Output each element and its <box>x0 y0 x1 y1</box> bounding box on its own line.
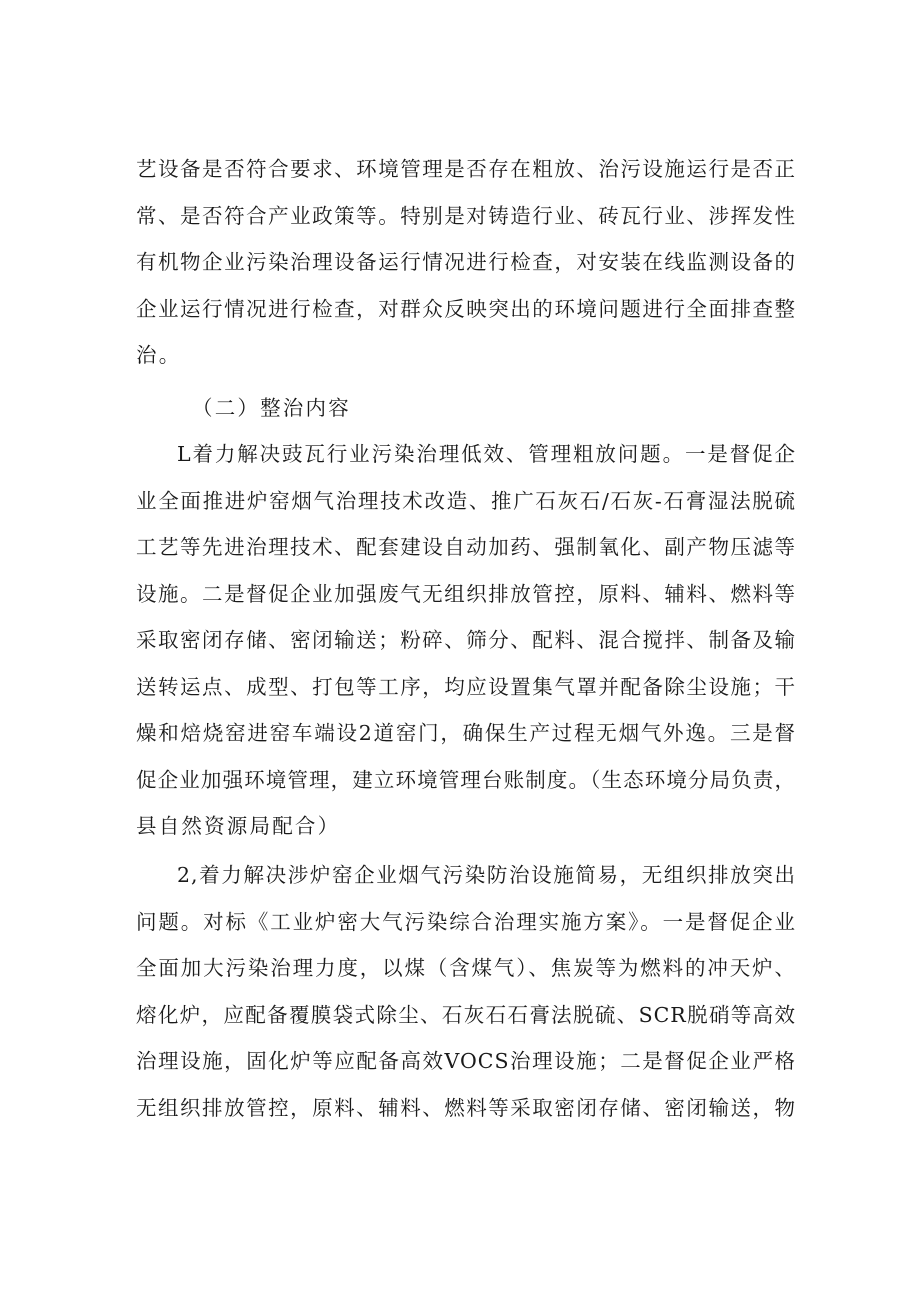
text-line: 采取密闭存储、密闭输送；粉碎、筛分、配料、混合搅拌、制备及输 <box>136 628 796 652</box>
section-heading: （二）整治内容 <box>192 396 351 420</box>
text-line: 县自然资源局配合） <box>136 814 341 838</box>
text-line: 促企业加强环境管理，建立环境管理台账制度。（生态环境分局负责， <box>136 767 796 792</box>
text-line: 设施。二是督促企业加强废气无组织排放管控，原料、辅料、燃料等 <box>136 581 796 606</box>
text-line: 2,着力解决涉炉窑企业烟气污染防治设施简易，无组织排放突出 <box>177 863 796 887</box>
text-line: 熔化炉，应配备覆膜袋式除尘、石灰石石膏法脱硫、SCR脱硝等高效 <box>136 1002 796 1027</box>
text-line: 治。 <box>136 343 182 367</box>
text-line: L着力解决豉瓦行业污染治理低效、管理粗放问题。一是督促企 <box>177 442 796 466</box>
text-line: 有机物企业污染治理设备运行情况进行检查，对安装在线监测设备的 <box>136 250 796 274</box>
text-line: 企业运行情况进行检查，对群众反映突出的环境问题进行全面排查整 <box>136 296 796 321</box>
section-heading-block <box>136 385 796 432</box>
text-line: 问题。对标《工业炉密大气污染综合治理实施方案》。一是督促企业 <box>136 909 796 934</box>
text-line: 全面加大污染治理力度，以煤（含煤气）、焦炭等为燃料的冲天炉、 <box>136 956 796 980</box>
text-line: 无组织排放管控，原料、辅料、燃料等采取密闭存储、密闭输送，物 <box>136 1095 796 1120</box>
paragraph-2 <box>136 852 796 1131</box>
text-line: 艺设备是否符合要求、环境管理是否存在粗放、治污设施运行是否正 <box>136 157 796 181</box>
text-line: 业全面推进炉窑烟气治理技术改造、推广石灰石/石灰-石膏湿法脱硫 <box>136 488 796 513</box>
text-line: 治理设施，固化炉等应配备高效VOCS治理设施；二是督促企业严格 <box>136 1049 796 1073</box>
text-line: 送转运点、成型、打包等工序，均应设置集气罩并配备除尘设施；干 <box>136 674 796 699</box>
text-line: 常、是否符合产业政策等。特别是对铸造行业、砖瓦行业、涉挥发性 <box>136 203 796 228</box>
paragraph-1 <box>136 431 796 850</box>
text-line: 燥和焙烧窑进窑车端设2道窑门，确保生产过程无烟气外逸。三是督 <box>136 721 796 745</box>
text-line: 工艺等先进治理技术、配套建设自动加药、强制氧化、副产物压滤等 <box>136 535 796 559</box>
paragraph-intro <box>136 146 796 379</box>
